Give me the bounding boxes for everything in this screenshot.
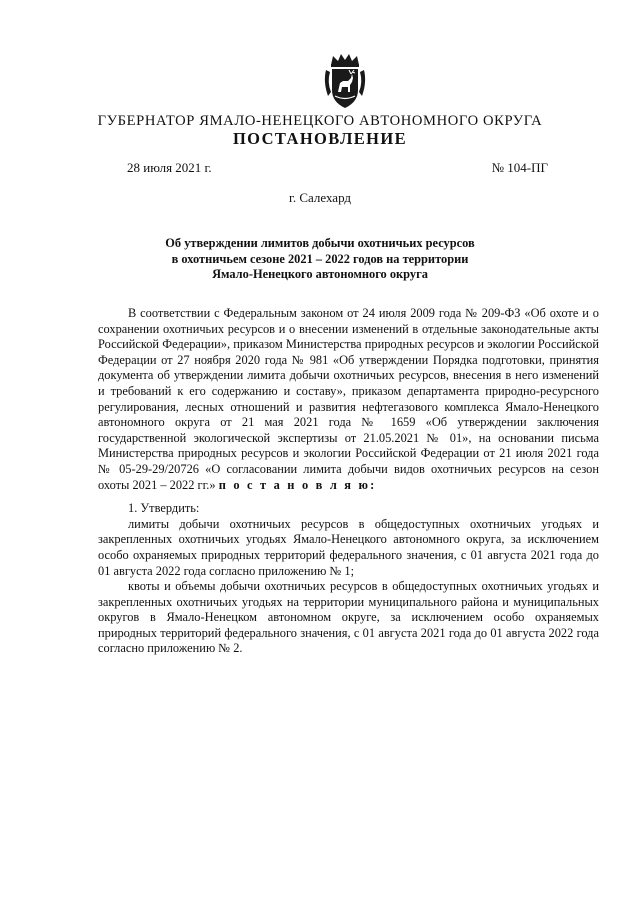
- item-heading: 1. Утвердить:: [128, 501, 200, 516]
- organization-name: ГУБЕРНАТОР ЯМАЛО-НЕНЕЦКОГО АВТОНОМНОГО ОКРУГА: [97, 113, 543, 129]
- document-type: ПОСТАНОВЛЕНИЕ: [232, 129, 408, 148]
- title-line: в охотничьем сезоне 2021 – 2022 годов на территории: [171, 251, 469, 266]
- document-title: [120, 236, 520, 283]
- preamble-text: В соответствии с Федеральным законом от 24 июля 2009 года № 209-ФЗ «Об охоте и о сохранении охотничьих ресурсов и о внесении изменений в отдельные законодательные акты Российской Федерации», приказом Министерства природных ресурсов и экологии Российской Федерации от 27 ноября 2020 года № 981 «Об утверждении Порядка подготовки, принятия документа об утверждении лимита добычи охотничьих ресурсов, внесения в него изменений и требований к его содержанию и составу», приказом департамента природно-ресурсного регулирования, лесных отношений и развития нефтегазового комплекса Ямало-Ненецкого автономного округа от 21 мая 2021 года № 1659 «Об утверждении заключения государственной экологической экспертизы от 21.05.2021 № 01», на основании письма Министерства природных ресурсов и экологии Российской Федерации от 21 июля 2021 года № 05-29-29/20726 «О согласовании лимита добычи видов охотничьих ресурсов на сезон охоты 2021 – 2022 гг.»: [98, 306, 599, 492]
- document-city: г. Салехард: [288, 190, 352, 205]
- document-date: 28 июля 2021 г.: [127, 160, 212, 175]
- title-line: Ямало-Ненецкого автономного округа: [212, 267, 428, 281]
- document-number: № 104-ПГ: [491, 160, 548, 175]
- item-paragraph: лимиты добычи охотничьих ресурсов в общедоступных охотничьих угодьях и закрепленных охотничьих угодьях Ямало-Ненецкого автономного округа, за исключением особо охраняемых природных территорий федерального значения, с 01 августа 2021 года до 01 августа 2022 года согласно приложению № 1;: [98, 516, 599, 578]
- coat-of-arms-icon: [322, 52, 368, 110]
- document-body: [98, 306, 599, 657]
- item-paragraph: квоты и объемы добычи охотничьих ресурсов в общедоступных охотничьих угодьях и закрепленных охотничьих угодьях на территории муниципального района и муниципальных округов в Ямало-Ненецком автономном округе, за исключением особо охраняемых природных территорий федерального значения, с 01 августа 2021 года до 01 августа 2022 года согласно приложению № 2.: [98, 579, 599, 656]
- title-line: Об утверждении лимитов добычи охотничьих ресурсов: [165, 236, 475, 250]
- decree-word: п о с т а н о в л я ю:: [218, 477, 377, 492]
- preamble-paragraph: [98, 306, 599, 493]
